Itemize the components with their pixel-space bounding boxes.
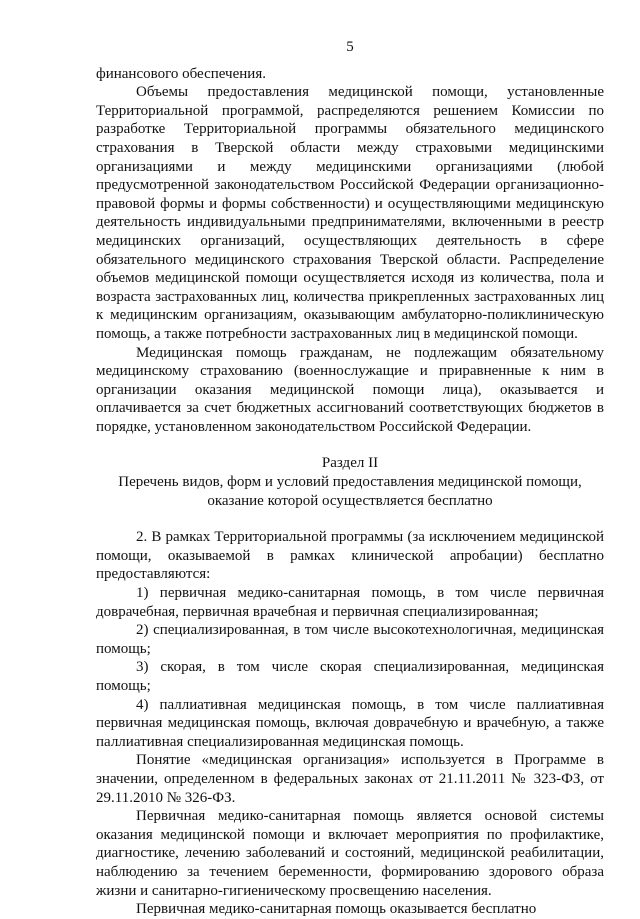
paragraph: Первичная медико-санитарная помощь оказывается бесплатно	[136, 901, 537, 918]
list-item: 3) скорая, в том числе скорая специализированная, медицинская помощь;	[96, 659, 604, 694]
list-item: 4) паллиативная медицинская помощь, в том числе паллиативная первичная медицинская помощь, включая доврачебную и врачебную, а также паллиативная специализированная медицинская помощь.	[96, 696, 604, 750]
paragraph: Объемы предоставления медицинской помощи, установленные Территориальной программой, распределяются решением Комиссии по разработке Территориальной программы обязательного медицинского страхования в Тверской области между страховыми медицинскими организациями и между медицинскими организациями (любой предусмотренной законодательством Российской Федерации организационно-правовой формы и формы собственности) и осуществляющими медицинскую деятельность индивидуальными предпринимателями, включенными в реестр медицинских организаций, осуществляющих деятельность в сфере обязательного медицинского страхования Тверской области. Распределение объемов медицинской помощи осуществляется исходя из количества, пола и возраста застрахованных лиц, количества прикрепленных застрахованных лиц к медицинским организациям, оказывающим амбулаторно-поликлиническую помощь, а также потребности застрахованных лиц в медицинской помощи.	[96, 84, 604, 342]
page-number: 5	[346, 39, 354, 55]
section-title: Раздел II	[321, 455, 379, 472]
paragraph: Первичная медико-санитарная помощь является основой системы оказания медицинской помощи и включает мероприятия по профилактике, диагностике, лечению заболеваний и состояний, медицинской реабилитации, наблюдению за течением беременности, формированию здорового образа жизни и санитарно-гигиеническому просвещению населения.	[96, 808, 604, 899]
paragraph: Понятие «медицинская организация» используется в Программе в значении, определенном в федеральных законах от 21.11.2011 № 323-ФЗ, от 29.11.2010 № 326-ФЗ.	[96, 752, 604, 806]
list-item: 2) специализированная, в том числе высокотехнологичная, медицинская помощь;	[96, 622, 604, 657]
list-item: 1) первичная медико-санитарная помощь, в том числе первичная доврачебная, первичная врачебная и первичная специализированная;	[96, 585, 604, 620]
paragraph: 2. В рамках Территориальной программы (за исключением медицинской помощи, оказываемой в рамках клинической апробации) бесплатно предоставляются:	[96, 529, 604, 583]
paragraph: Медицинская помощь гражданам, не подлежащим обязательному медицинскому страхованию (военнослужащие и приравненные к ним в организации оказания медицинской помощи лица), оказывается и оплачивается за счет бюджетных ассигнований соответствующих бюджетов в порядке, установленном законодательством Российской Федерации.	[96, 344, 604, 435]
section-subtitle: Перечень видов, форм и условий предоставления медицинской помощи, оказание которой осуществляется бесплатно	[118, 474, 582, 509]
document-page	[96, 38, 604, 919]
paragraph: финансового обеспечения.	[96, 65, 266, 82]
